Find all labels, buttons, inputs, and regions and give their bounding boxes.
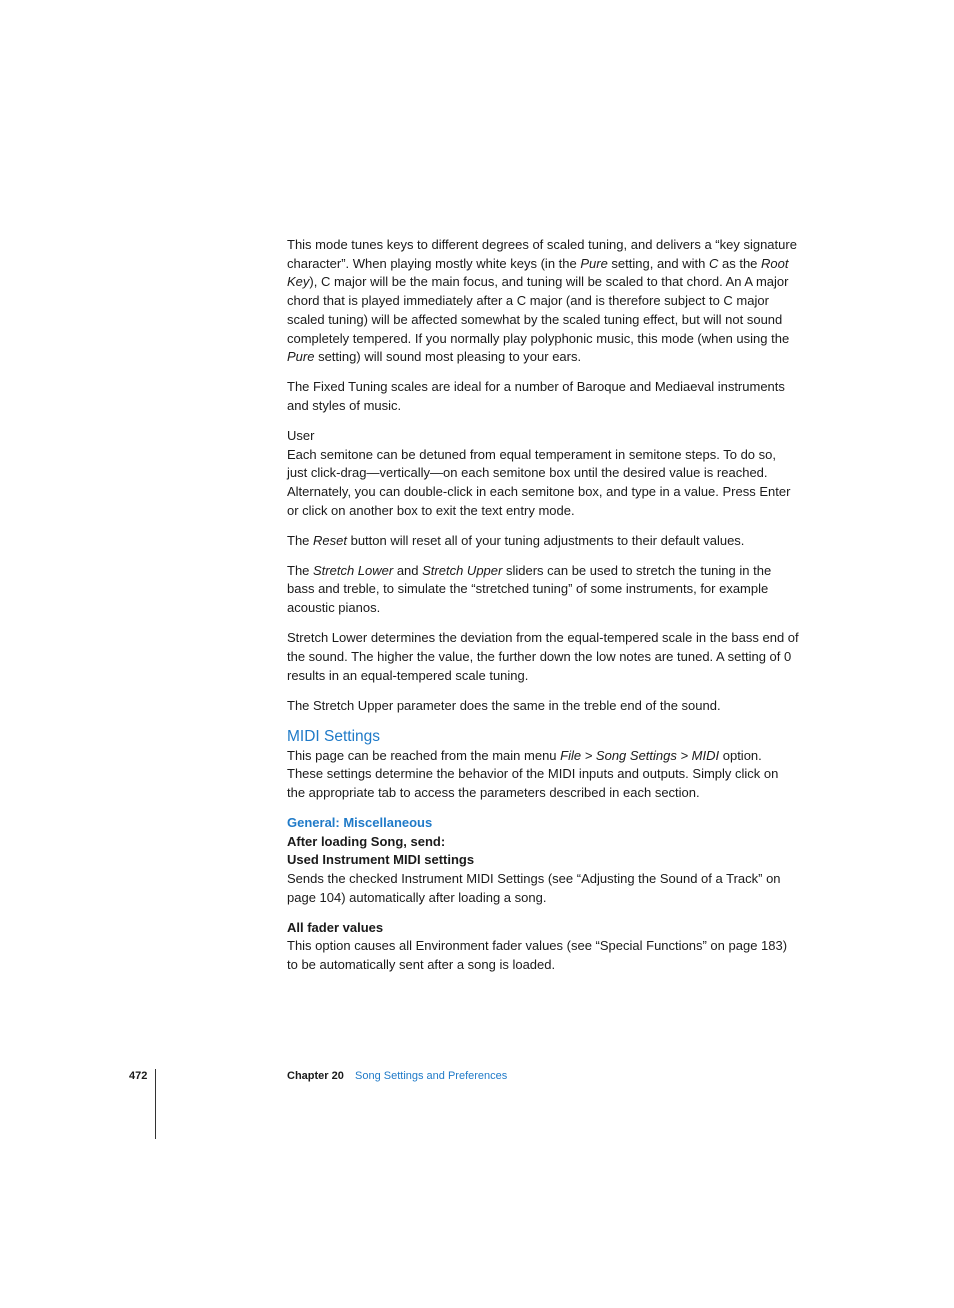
chapter-title: Song Settings and Preferences (355, 1070, 508, 1082)
paragraph-stretch-lower: Stretch Lower determines the deviation from the equal-tempered scale in the bass end of the sound. The higher the value, the further down the low notes are tuned. A setting of 0 results in an equal-tempered scale tuning. (287, 630, 799, 683)
page-number: 472 (129, 1070, 148, 1082)
chapter-label: Chapter 20 (287, 1070, 344, 1082)
heading-general-misc: General: Miscellaneous (287, 814, 433, 830)
footer-divider (155, 1069, 156, 1139)
user-label: User (287, 427, 315, 443)
heading-midi-settings: MIDI Settings (287, 727, 381, 745)
paragraph-stretch: The Stretch Lower and Stretch Upper sliders can be used to stretch the tuning in the bass and treble, to simulate the “stretched tuning” of some instruments, for example acoustic pianos. (287, 562, 772, 616)
paragraph-user: Each semitone can be detuned from equal temperament in semitone steps. To do so, just click-drag—vertically—on each semitone box until the desired value is reached. Alternately, you can double-click in each semitone box, and type in a value. Press Enter or click on another box to exit the text entry mode. (287, 446, 791, 518)
label-after-loading: After loading Song, send: (287, 833, 446, 849)
paragraph-stretch-upper: The Stretch Upper parameter does the same in the treble end of the sound. (287, 697, 721, 713)
paragraph-fixed-tuning: The Fixed Tuning scales are ideal for a number of Baroque and Mediaeval instruments and styles of music. (287, 379, 785, 413)
page-body (287, 236, 799, 975)
paragraph-midi-intro: This page can be reached from the main menu File > Song Settings > MIDI option. These settings determine the behavior of the MIDI inputs and outputs. Simply click on the appropriate tab to access the parameters described in each section. (287, 747, 779, 800)
paragraph-all-fader: This option causes all Environment fader values (see “Special Functions” on page 183) to be automatically sent after a song is loaded. (287, 938, 788, 973)
paragraph-scaled-tuning: This mode tunes keys to different degrees of scaled tuning, and delivers a “key signature character”. When playing mostly white keys (in the Pure setting, and with C as the Root Key), C major will be the main focus, and tuning will be scaled to that chord. An A major chord that is played immediately after a C major (and is therefore subject to C major scaled tuning) will be affected somewhat by the scaled tuning effect, but will not sound completely tempered. If you normally play polyphonic music, this mode (when using the Pure setting) will sound most pleasing to your ears. (287, 237, 797, 365)
paragraph-reset: The Reset button will reset all of your tuning adjustments to their default values. (287, 532, 745, 548)
label-used-instrument: Used Instrument MIDI settings (287, 852, 475, 868)
paragraph-used-instrument: Sends the checked Instrument MIDI Settings (see “Adjusting the Sound of a Track” on page 104) automatically after loading a song. (287, 871, 781, 905)
label-all-fader: All fader values (287, 919, 384, 935)
